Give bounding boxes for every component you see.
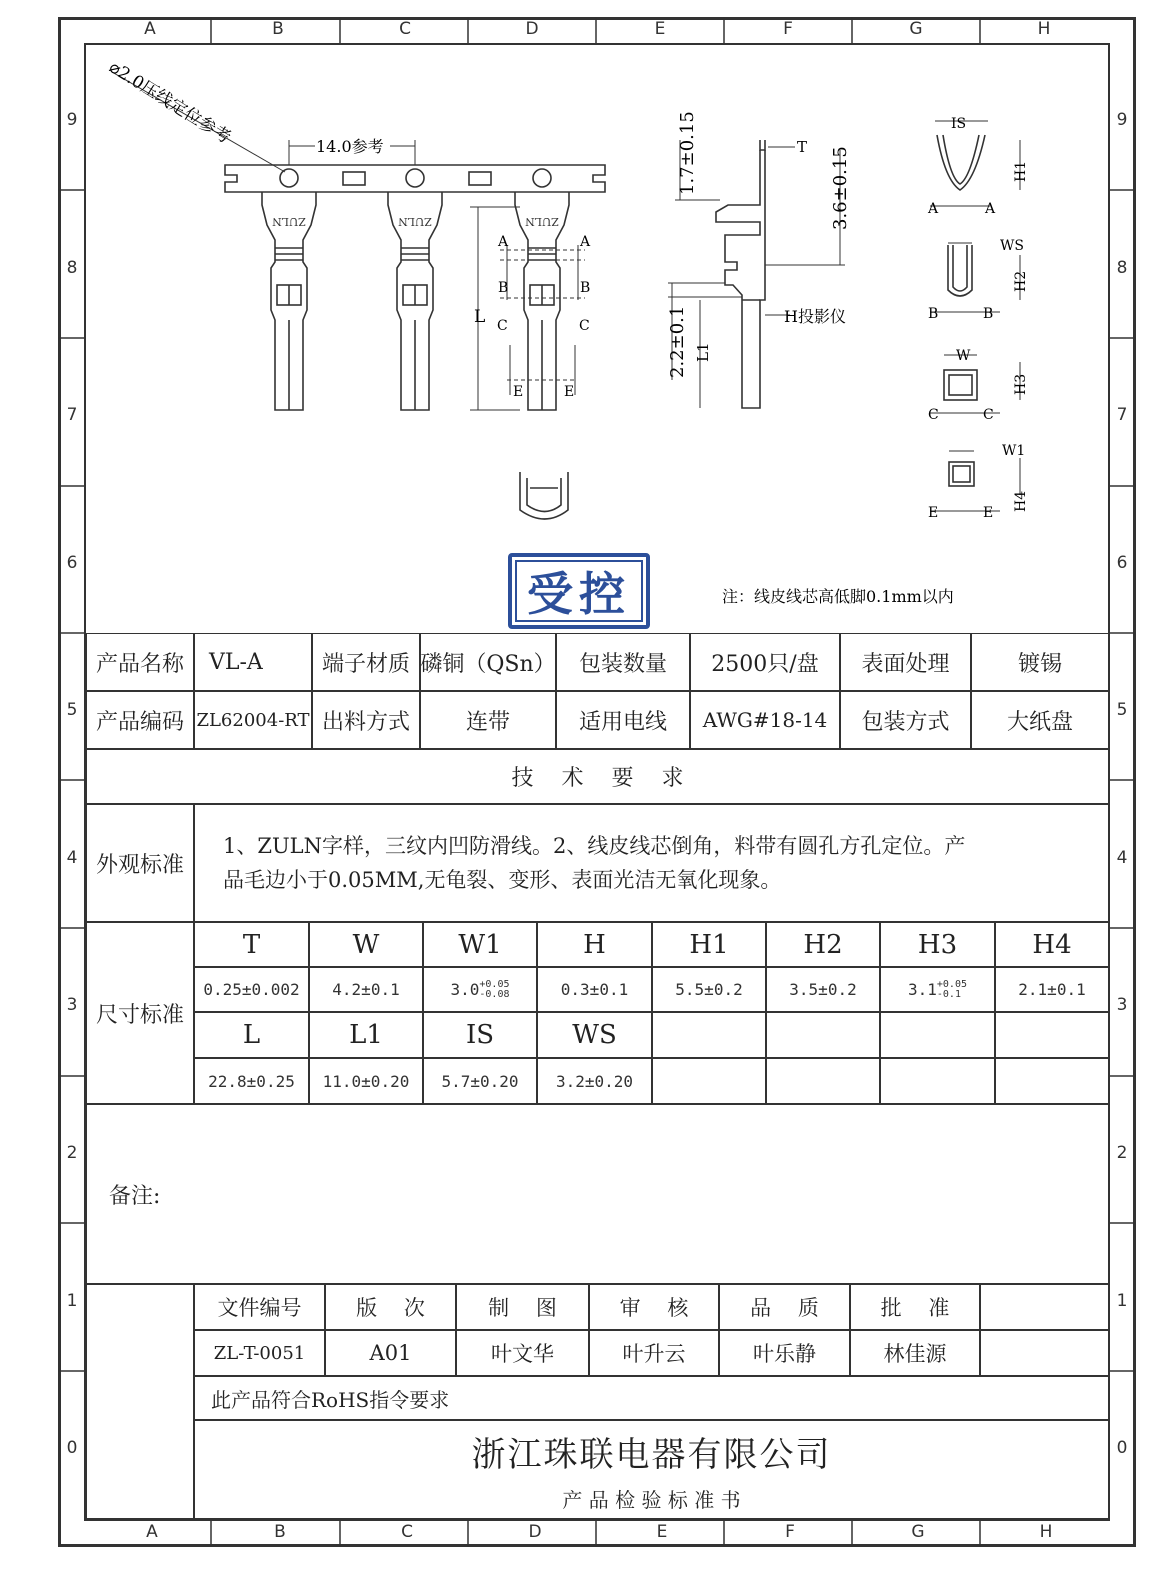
section-C-right: C <box>579 318 590 334</box>
footnote: 注：线皮线芯高低脚0.1mm以内 <box>722 587 954 606</box>
dim-value-row2-7 <box>995 1058 1109 1104</box>
dim-value-row2-3: 3.2±0.20 <box>537 1058 652 1104</box>
dim-value-h1: 5.5±0.2 <box>652 967 766 1012</box>
zone-row-right-9: 9 <box>1116 110 1128 130</box>
zone-col-top-g: G <box>909 19 923 39</box>
section-B-right: B <box>580 280 591 296</box>
appearance-line-1: 1、ZULN字样，三纹内凹防滑线。2、线皮线芯倒角，料带有圆孔方孔定位。产 <box>223 834 966 858</box>
zone-col-top-d: D <box>525 19 539 39</box>
material-value: 磷铜（QSn） <box>420 633 556 691</box>
zone-col-top-c: C <box>399 19 411 39</box>
dimensions-label: 尺寸标准 <box>86 922 194 1104</box>
zone-col-bottom-c: C <box>401 1522 413 1542</box>
title-head-2: 制 图 <box>456 1284 589 1330</box>
dim-value-row2-6 <box>880 1058 995 1104</box>
terminal-drawing <box>86 45 1108 633</box>
dim-value-w: 4.2±0.1 <box>309 967 423 1012</box>
section-E-right: E <box>564 384 575 400</box>
title-value-6 <box>980 1330 1109 1376</box>
section-C-left: C <box>497 318 508 334</box>
dim-head-w1: W1 <box>423 922 537 967</box>
dim-L-label: L <box>474 307 486 327</box>
company-name: 浙江珠联电器有限公司 <box>471 1434 832 1475</box>
zone-col-bottom-b: B <box>274 1522 286 1542</box>
dim-value-t: 0.25±0.002 <box>194 967 309 1012</box>
dim-head-row2-7 <box>995 1012 1109 1058</box>
title-head-5: 批 准 <box>850 1284 980 1330</box>
cs-H4: H4 <box>1013 490 1029 512</box>
zone-row-right-8: 8 <box>1116 258 1128 278</box>
zone-col-top-e: E <box>654 19 666 39</box>
dim-head-h2: H2 <box>766 922 880 967</box>
zone-col-bottom-f: F <box>785 1522 795 1542</box>
cs-C-left: C <box>928 407 939 423</box>
zone-row-right-4: 4 <box>1116 848 1128 868</box>
dim-head-row2-0: L <box>194 1012 309 1058</box>
zone-col-top-b: B <box>272 19 284 39</box>
brand-mark: ZULN <box>398 215 432 228</box>
title-value-1: A01 <box>325 1330 456 1376</box>
cs-IS: IS <box>951 116 967 132</box>
label-T: T <box>797 138 808 156</box>
surface-label: 表面处理 <box>840 633 971 691</box>
zone-row-left-1: 1 <box>66 1291 78 1311</box>
brand-mark: ZULN <box>272 215 306 228</box>
document-title: 产 品 检 验 标 准 书 <box>562 1487 741 1512</box>
dim-3-6: 3.6±0.15 <box>830 146 851 230</box>
tech-requirements-title: 技 术 要 求 <box>86 749 1109 804</box>
dim-head-row2-2: IS <box>423 1012 537 1058</box>
appearance-text <box>194 804 1109 922</box>
remarks-area <box>86 1104 1109 1284</box>
dim-head-w: W <box>309 922 423 967</box>
dim-head-h4: H4 <box>995 922 1109 967</box>
qty-value: 2500只/盘 <box>690 633 840 691</box>
dim-value-h: 0.3±0.1 <box>537 967 652 1012</box>
zone-row-left-9: 9 <box>66 110 78 130</box>
title-value-2: 叶文华 <box>456 1330 589 1376</box>
cs-E-right: E <box>983 505 994 521</box>
dim-2-2: 2.2±0.1 <box>667 305 688 378</box>
cs-WS: WS <box>1000 238 1024 254</box>
cs-E-left: E <box>928 505 939 521</box>
cs-B-right: B <box>983 306 994 322</box>
dim-value-h3: 3.1 +0.05 -0.1 <box>880 967 995 1012</box>
feed-label: 出料方式 <box>312 691 420 749</box>
projector-note: H投影仪 <box>784 307 846 326</box>
remarks-label: 备注: <box>109 1183 161 1209</box>
pitch-label: 14.0参考 <box>316 137 384 156</box>
dim-head-t: T <box>194 922 309 967</box>
dim-L1-label: L1 <box>694 342 712 362</box>
dim-value-h2: 3.5±0.2 <box>766 967 880 1012</box>
dim-value-row2-0: 22.8±0.25 <box>194 1058 309 1104</box>
zone-row-left-3: 3 <box>66 995 78 1015</box>
zone-row-right-0: 0 <box>1116 1438 1128 1458</box>
code-label: 产品编码 <box>86 691 194 749</box>
title-head-1: 版 次 <box>325 1284 456 1330</box>
zone-row-right-3: 3 <box>1116 995 1128 1015</box>
cs-H3: H3 <box>1013 373 1029 395</box>
dim-head-row2-1: L1 <box>309 1012 423 1058</box>
dim-head-row2-5 <box>766 1012 880 1058</box>
stamp-text: 受控 <box>527 567 631 621</box>
dim-value-w1: 3.0 +0.05 -0.08 <box>423 967 537 1012</box>
zone-row-left-5: 5 <box>66 700 78 720</box>
zone-col-top-f: F <box>783 19 793 39</box>
dim-value-row2-1: 11.0±0.20 <box>309 1058 423 1104</box>
cs-H1: H1 <box>1013 160 1029 182</box>
title-value-0: ZL-T-0051 <box>194 1330 325 1376</box>
zone-row-right-6: 6 <box>1116 553 1128 573</box>
qty-label: 包装数量 <box>556 633 690 691</box>
zone-row-left-2: 2 <box>66 1143 78 1163</box>
title-head-6 <box>980 1284 1109 1330</box>
zone-col-bottom-g: G <box>911 1522 925 1542</box>
cs-A-left: A <box>928 201 939 217</box>
dim-head-row2-6 <box>880 1012 995 1058</box>
appearance-line-2: 品毛边小于0.05MM,无龟裂、变形、表面光洁无氧化现象。 <box>223 868 782 892</box>
title-block-left <box>86 1284 194 1519</box>
hole-note: ⌀2.0压线定位参考 <box>105 57 235 149</box>
zone-col-top-a: A <box>144 19 156 39</box>
title-value-3: 叶升云 <box>589 1330 719 1376</box>
pack-value: 大纸盘 <box>971 691 1109 749</box>
zone-row-left-6: 6 <box>66 553 78 573</box>
cs-B-left: B <box>928 306 939 322</box>
dim-1-7: 1.7±0.15 <box>677 111 698 195</box>
name-label: 产品名称 <box>86 633 194 691</box>
rohs-statement: 此产品符合RoHS指令要求 <box>194 1376 1109 1420</box>
dim-head-row2-4 <box>652 1012 766 1058</box>
cs-H2: H2 <box>1013 270 1029 292</box>
dim-head-row2-3: WS <box>537 1012 652 1058</box>
wire-label: 适用电线 <box>556 691 690 749</box>
pack-label: 包装方式 <box>840 691 971 749</box>
zone-row-right-2: 2 <box>1116 1143 1128 1163</box>
company-block <box>194 1420 1109 1519</box>
zone-row-right-7: 7 <box>1116 405 1128 425</box>
zone-row-left-8: 8 <box>66 258 78 278</box>
section-A-right: A <box>580 234 591 250</box>
appearance-label: 外观标准 <box>86 804 194 922</box>
dim-head-h: H <box>537 922 652 967</box>
controlled-stamp <box>508 553 650 629</box>
zone-col-bottom-e: E <box>656 1522 668 1542</box>
section-E-left: E <box>513 384 524 400</box>
cs-W: W <box>956 348 971 364</box>
material-label: 端子材质 <box>312 633 420 691</box>
surface-value: 镀锡 <box>971 633 1109 691</box>
section-A-left: A <box>498 234 509 250</box>
zone-col-top-h: H <box>1037 19 1051 39</box>
zone-row-left-7: 7 <box>66 405 78 425</box>
zone-row-right-5: 5 <box>1116 700 1128 720</box>
title-head-3: 审 核 <box>589 1284 719 1330</box>
brand-mark: ZULN <box>525 215 559 228</box>
dim-value-row2-5 <box>766 1058 880 1104</box>
dim-head-h3: H3 <box>880 922 995 967</box>
zone-col-bottom-h: H <box>1039 1522 1053 1542</box>
section-B-left: B <box>498 280 509 296</box>
dim-head-h1: H1 <box>652 922 766 967</box>
zone-row-left-0: 0 <box>66 1438 78 1458</box>
title-head-4: 品 质 <box>719 1284 850 1330</box>
cs-C-right: C <box>983 407 994 423</box>
zone-row-right-1: 1 <box>1116 1291 1128 1311</box>
name-value: VL-A <box>194 633 312 691</box>
dim-value-row2-2: 5.7±0.20 <box>423 1058 537 1104</box>
cs-A-right: A <box>985 201 996 217</box>
title-head-0: 文件编号 <box>194 1284 325 1330</box>
zone-col-bottom-a: A <box>146 1522 158 1542</box>
zone-col-bottom-d: D <box>528 1522 542 1542</box>
code-value: ZL62004-RT <box>194 691 312 749</box>
wire-value: AWG#18-14 <box>690 691 840 749</box>
title-value-4: 叶乐静 <box>719 1330 850 1376</box>
cs-W1: W1 <box>1002 443 1026 459</box>
feed-value: 连带 <box>420 691 556 749</box>
dim-value-h4: 2.1±0.1 <box>995 967 1109 1012</box>
title-value-5: 林佳源 <box>850 1330 980 1376</box>
dim-value-row2-4 <box>652 1058 766 1104</box>
zone-row-left-4: 4 <box>66 848 78 868</box>
